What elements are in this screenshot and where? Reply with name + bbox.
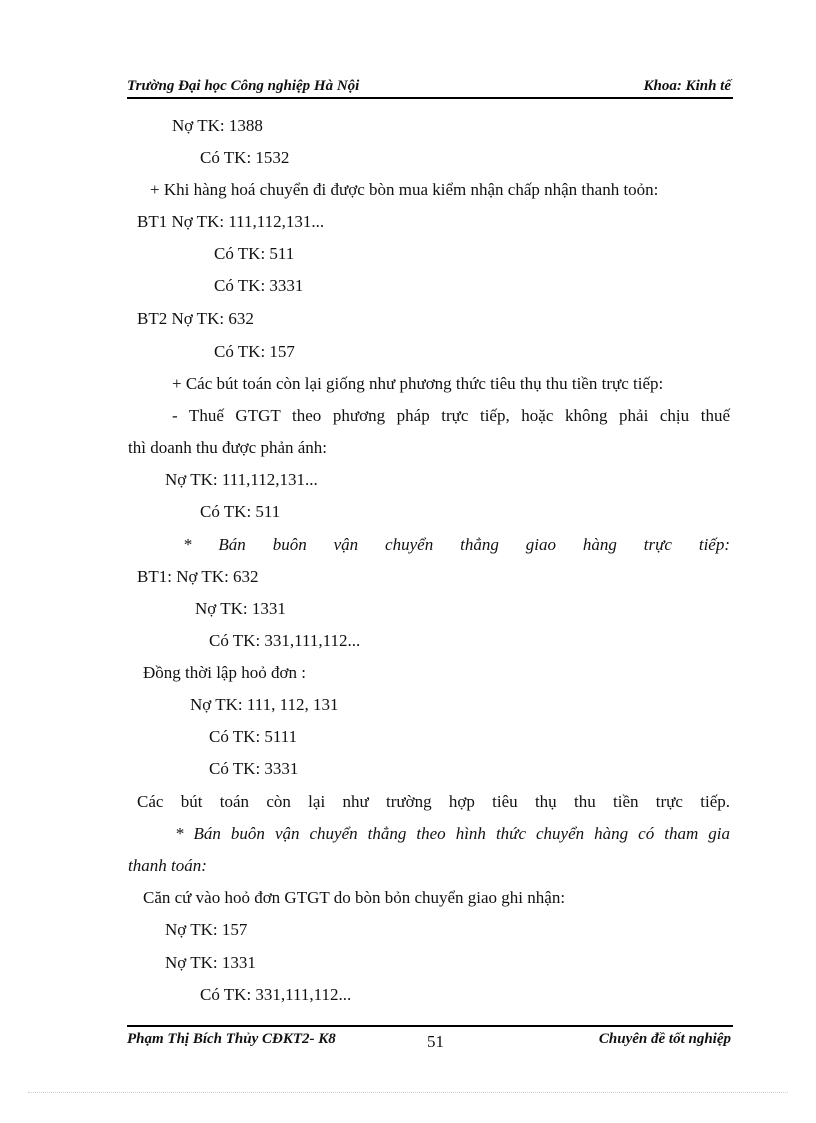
body-line: + Các bút toán còn lại giống như phương thức tiêu thụ thu tiền trực tiếp: bbox=[172, 374, 664, 393]
body-line: Nợ TK: 111, 112, 131 bbox=[190, 695, 339, 714]
body-line: Có TK: 157 bbox=[214, 342, 295, 361]
footer-author: Phạm Thị Bích Thủy CĐKT2- K8 bbox=[127, 1031, 336, 1047]
body-line: Có TK: 511 bbox=[200, 502, 281, 521]
body-line: Nợ TK: 111,112,131... bbox=[165, 470, 318, 489]
page-footer bbox=[127, 1025, 733, 1051]
body-line: Nợ TK: 157 bbox=[165, 920, 248, 939]
body-line: * Bán buôn vận chuyển thẳng theo hình thức chuyển hàng có tham gia bbox=[175, 824, 730, 843]
body-line: Có TK: 331,111,112... bbox=[200, 985, 352, 1004]
body-line: thì doanh thu được phản ánh: bbox=[128, 438, 328, 457]
body-line: Có TK: 3331 bbox=[214, 276, 304, 295]
body-line: Đồng thời lập hoỏ đơn : bbox=[143, 663, 306, 682]
page-number: 51 bbox=[427, 1032, 444, 1051]
body-line: Nợ TK: 1331 bbox=[195, 599, 286, 618]
header-faculty: Khoa: Kinh tế bbox=[643, 78, 731, 94]
body-line: BT1: Nợ TK: 632 bbox=[137, 567, 259, 586]
body-line: Có TK: 511 bbox=[214, 244, 295, 263]
body-line: Có TK: 3331 bbox=[209, 759, 299, 778]
body-line: BT1 Nợ TK: 111,112,131... bbox=[137, 212, 325, 231]
page-header bbox=[127, 77, 733, 99]
body-line: Có TK: 331,111,112... bbox=[209, 631, 361, 650]
body-line: - Thuế GTGT theo phương pháp trực tiếp, hoặc không phải chịu thuế bbox=[172, 406, 730, 425]
body-line: Căn cứ vào hoỏ đơn GTGT do bòn bỏn chuyển giao ghi nhận: bbox=[143, 888, 566, 907]
body-line: Nợ TK: 1388 bbox=[172, 116, 263, 135]
header-school: Trường Đại học Công nghiệp Hà Nội bbox=[127, 78, 360, 94]
body-line: Nợ TK: 1331 bbox=[165, 953, 256, 972]
body-line: * Bán buôn vận chuyển thẳng giao hàng trực tiếp: bbox=[183, 535, 730, 554]
footer-title: Chuyên đề tốt nghiệp bbox=[598, 1031, 731, 1047]
body-line: Có TK: 1532 bbox=[200, 148, 290, 167]
body-line: + Khi hàng hoá chuyển đi được bòn mua kiểm nhận chấp nhận thanh toỏn: bbox=[150, 180, 659, 199]
page-edge-divider bbox=[28, 1092, 788, 1093]
body-line: Có TK: 5111 bbox=[209, 727, 298, 746]
body-line: Các bút toán còn lại như trường hợp tiêu thụ thu tiền trực tiếp. bbox=[137, 792, 730, 811]
body-line: BT2 Nợ TK: 632 bbox=[137, 309, 254, 328]
body-line: thanh toán: bbox=[128, 856, 207, 875]
